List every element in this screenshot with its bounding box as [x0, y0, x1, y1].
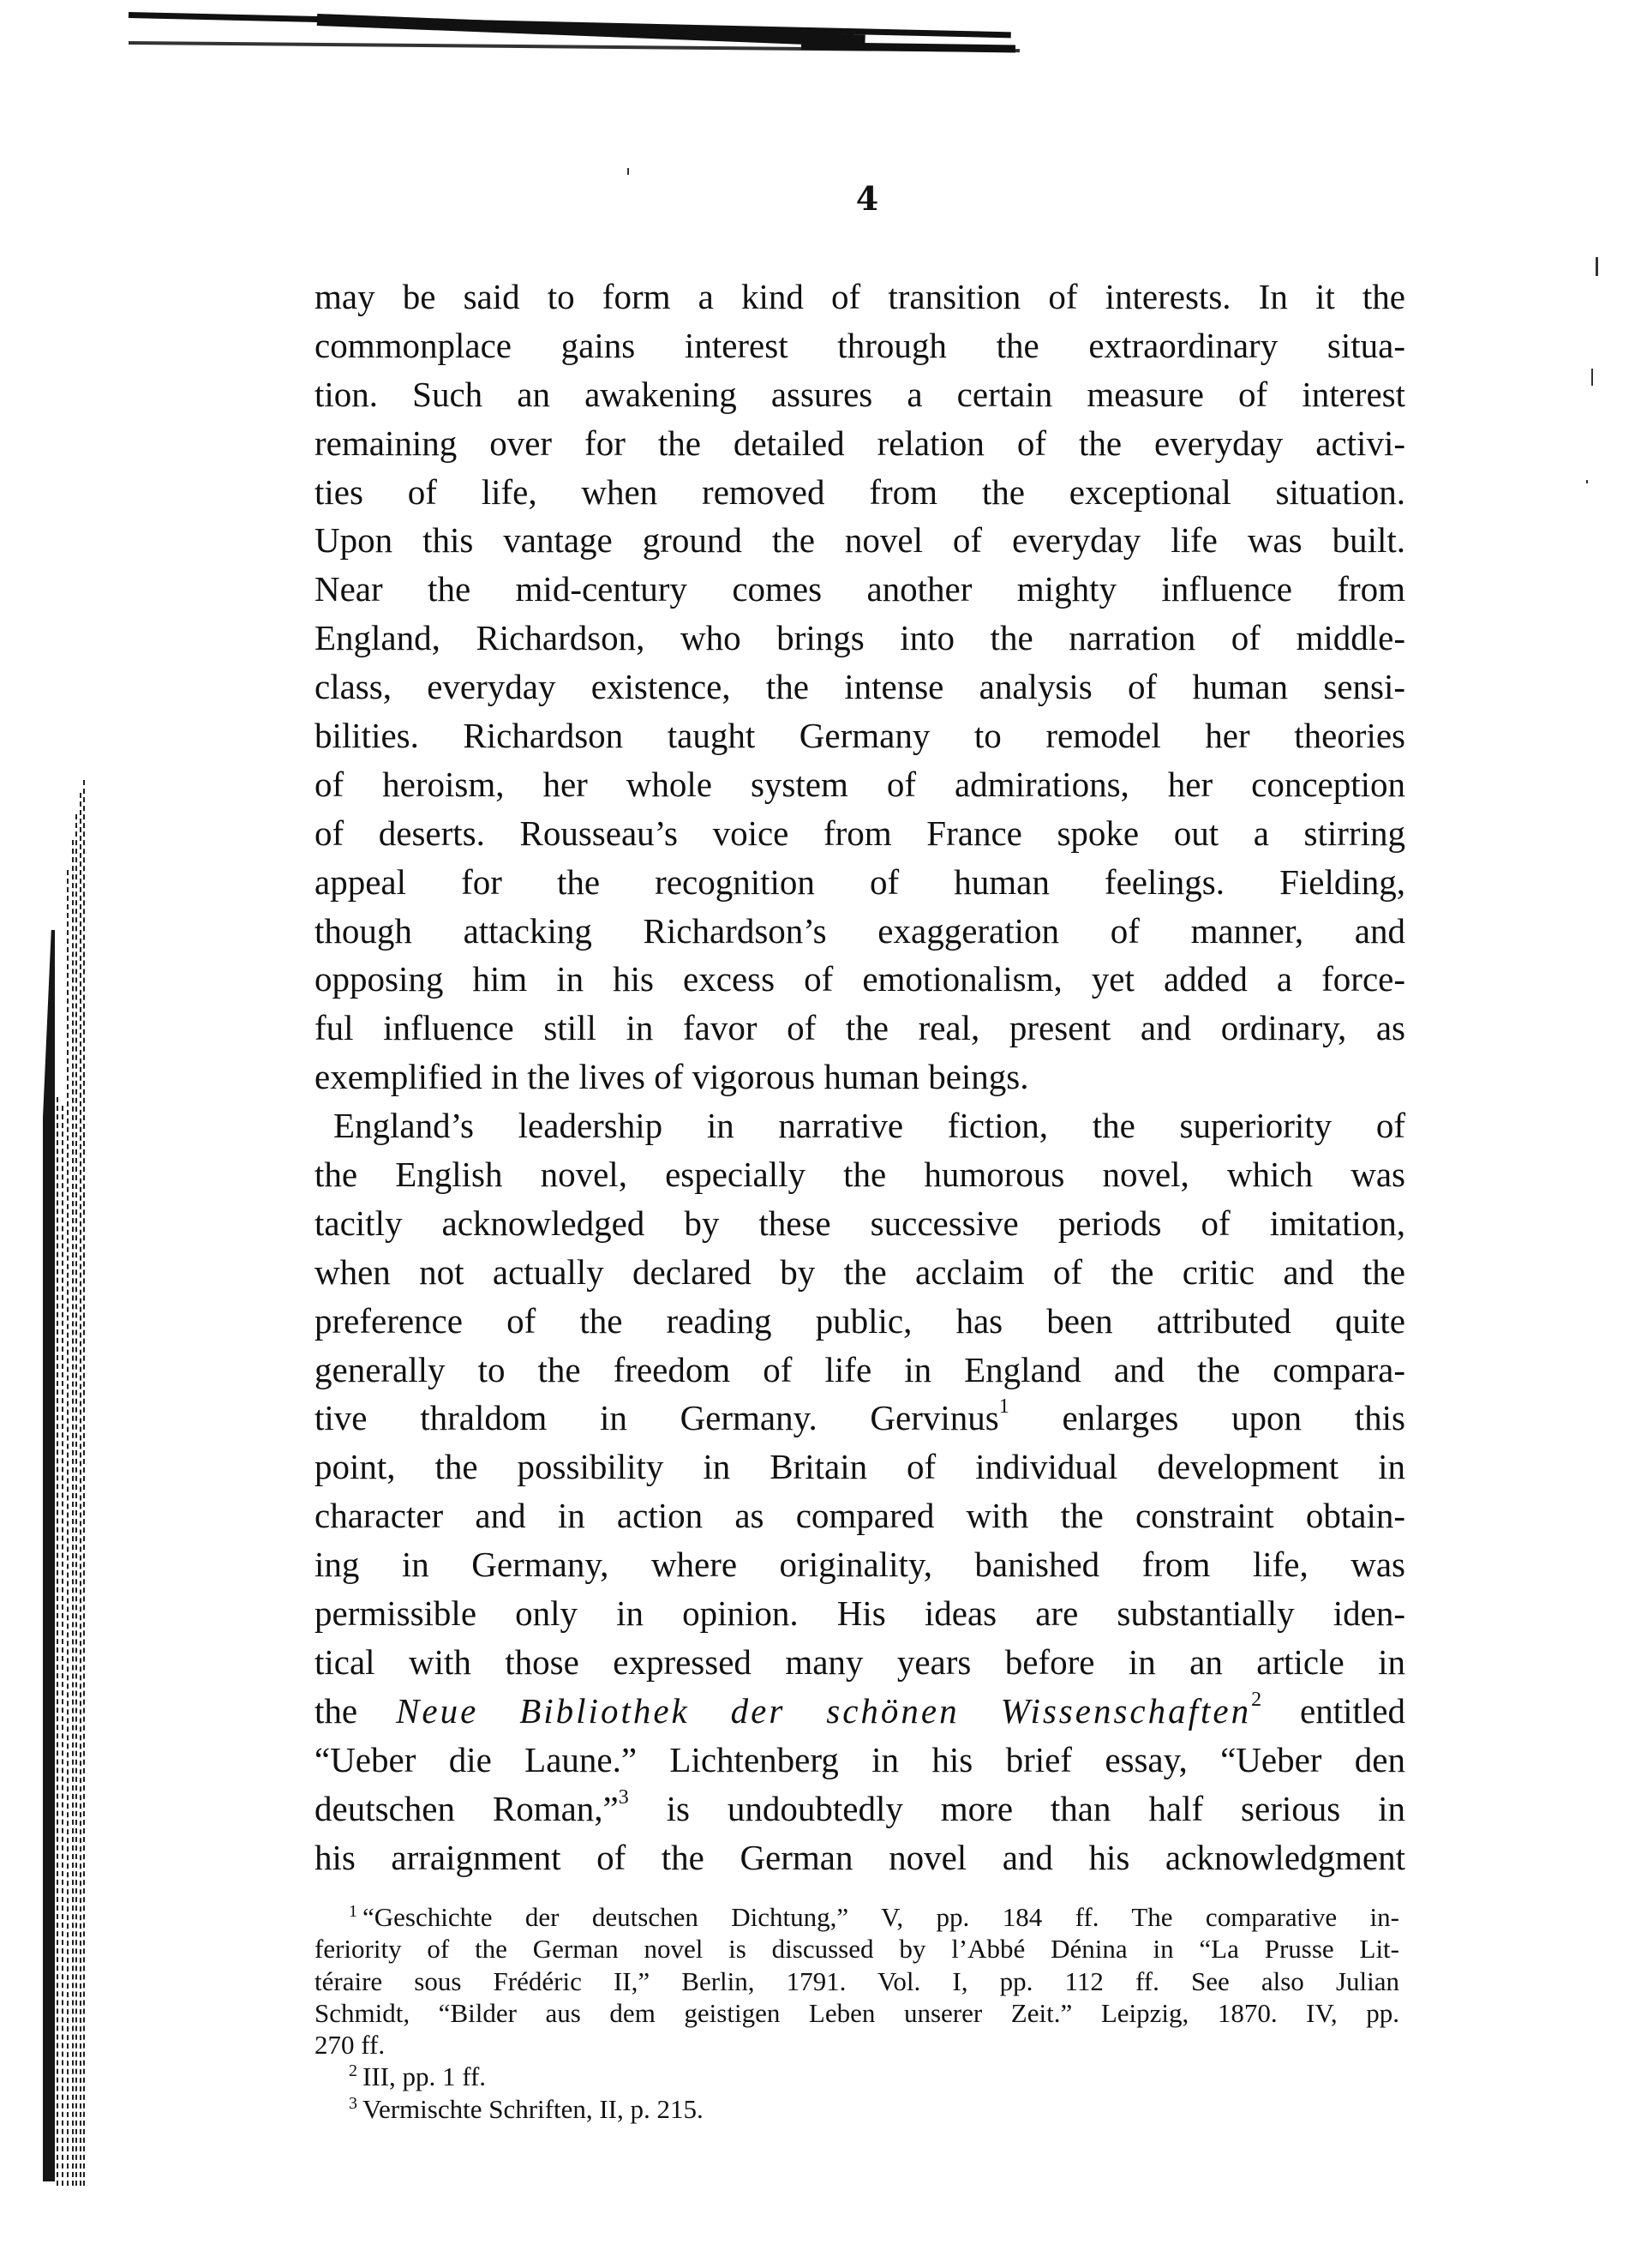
footnote-line — [314, 2061, 1399, 2092]
text-run: Upon this vantage ground the novel of everyday life was built. — [314, 520, 1405, 561]
binding-edge-dark — [43, 930, 55, 2181]
body-line — [314, 1150, 1405, 1199]
body-line — [314, 1833, 1405, 1882]
text-run: England’s leadership in narrative fiction, the superiority of — [333, 1106, 1405, 1146]
footnote-line — [314, 1901, 1399, 1933]
footnote-marker: 2 — [349, 2061, 357, 2081]
body-line — [314, 760, 1405, 809]
body-line — [314, 1394, 1405, 1443]
body-line — [314, 1443, 1405, 1491]
text-run: England, Richardson, who brings into the narration of middle- — [314, 618, 1405, 658]
body-line — [314, 663, 1405, 711]
body-line — [314, 809, 1405, 858]
footnote-line — [314, 1997, 1399, 2029]
text-run: of heroism, her whole system of admirations, her conception — [314, 764, 1405, 804]
binding-edge-line — [80, 793, 81, 2186]
body-line — [314, 321, 1405, 370]
text-run: tacitly acknowledged by these successive periods of imitation, — [314, 1203, 1405, 1243]
binding-edge-line — [75, 814, 77, 2186]
text-run: permissible only in opinion. His ideas are substantially iden- — [314, 1593, 1405, 1634]
footnote-line — [314, 1965, 1399, 1997]
text-run: entitled — [1261, 1690, 1405, 1731]
body-line — [314, 1101, 1405, 1150]
body-line — [314, 1199, 1405, 1248]
body-line — [314, 1589, 1405, 1638]
footnotes — [314, 1901, 1399, 2125]
scan-speck — [1591, 369, 1593, 386]
footnote-text: feriority of the German novel is discussed by l’Abbé Dénina in “La Prusse Lit- — [314, 1934, 1399, 1965]
body-line — [314, 1004, 1405, 1053]
body-line — [314, 1346, 1405, 1395]
footnote-line — [314, 2093, 1399, 2125]
binding-edge-line — [67, 870, 69, 2186]
footnote-text: Vermischte Schriften, II, p. 215. — [362, 2093, 704, 2124]
text-run: commonplace gains interest through the extraordinary situa- — [314, 325, 1405, 365]
body-line — [314, 419, 1405, 468]
footnote-line — [314, 1933, 1399, 1965]
binding-edge-line — [83, 780, 85, 2186]
footnote-text: “Geschichte der deutschen Dichtung,” V, pp. 184 ff. The comparative in- — [362, 1902, 1399, 1932]
text-run: deutschen Roman,” — [314, 1788, 619, 1828]
text-run: tive thraldom in Germany. Gervinus — [314, 1398, 999, 1438]
body-line — [314, 858, 1405, 907]
text-run: Near the mid-century comes another mighty influence from — [314, 569, 1405, 609]
text-run: tical with those expressed many years before in an article in — [314, 1641, 1405, 1682]
body-line — [314, 1540, 1405, 1589]
footnote-marker: 1 — [349, 1902, 357, 1921]
text-run: appeal for the recognition of human feelings. Fielding, — [314, 861, 1405, 902]
body-line — [314, 468, 1405, 517]
body-line — [314, 907, 1405, 956]
body-line — [314, 565, 1405, 614]
page-number: 4 — [855, 179, 879, 218]
body-text — [314, 273, 1405, 1881]
body-line — [314, 614, 1405, 663]
text-run: enlarges upon this — [1009, 1398, 1405, 1438]
body-line — [314, 1687, 1405, 1736]
text-run: is undoubtedly more than half serious in — [628, 1788, 1405, 1828]
text-run: opposing him in his excess of emotionalism, yet added a force- — [314, 959, 1405, 999]
text-run: when not actually declared by the acclaim of the critic and the — [314, 1251, 1405, 1292]
body-line — [314, 1491, 1405, 1540]
footnote-marker: 3 — [349, 2093, 357, 2113]
footnote-reference[interactable]: 1 — [998, 1395, 1009, 1419]
scan-speck — [627, 168, 629, 175]
text-run: may be said to form a kind of transition of interests. In it the — [314, 277, 1405, 316]
text-run: character and in action as compared with the constraint obtain- — [314, 1496, 1405, 1536]
binding-edge-line — [62, 1106, 63, 2186]
text-run: the English novel, especially the humorous novel, which was — [314, 1155, 1405, 1195]
body-line — [314, 1638, 1405, 1687]
body-line — [314, 1248, 1405, 1297]
scan-speck — [1586, 480, 1588, 483]
body-line — [314, 1297, 1405, 1346]
footnote-text: Schmidt, “Bilder aus dem geistigen Leben unserer Zeit.” Leipzig, 1870. IV, pp. — [314, 1997, 1399, 2028]
footnote-reference[interactable]: 2 — [1251, 1688, 1262, 1711]
text-run: of deserts. Rousseau’s voice from France spoke out a stirring — [314, 813, 1405, 853]
body-line — [314, 273, 1405, 321]
footnote-text: III, pp. 1 ff. — [362, 2061, 487, 2092]
scan-speck — [1596, 257, 1598, 276]
body-line — [314, 955, 1405, 1004]
text-run: bilities. Richardson taught Germany to remodel her theories — [314, 716, 1405, 756]
text-run: “Ueber die Laune.” Lichtenberg in his brief essay, “Ueber den — [314, 1739, 1405, 1779]
text-run: generally to the freedom of life in England and the compara- — [314, 1349, 1405, 1389]
text-run: though attacking Richardson’s exaggeration of manner, and — [314, 910, 1405, 951]
footnote-text: 270 ff. — [314, 2030, 386, 2061]
body-line — [314, 1736, 1405, 1785]
footnote-line — [314, 2029, 1399, 2061]
binding-edge-line — [57, 1097, 58, 2186]
text-run: preference of the reading public, has been attributed quite — [314, 1300, 1405, 1341]
text-run: ties of life, when removed from the exceptional situation. — [314, 471, 1405, 512]
text-run: remaining over for the detailed relation of the everyday activi- — [314, 423, 1405, 463]
body-line — [314, 1785, 1405, 1833]
text-run: class, everyday existence, the intense analysis of human sensi- — [314, 667, 1405, 707]
text-run: the — [314, 1690, 397, 1731]
body-line — [314, 1053, 1405, 1101]
text-run: point, the possibility in Britain of individual development in — [314, 1447, 1405, 1487]
italic-title: Neue Bibliothek der schönen Wissenschaften — [396, 1690, 1252, 1731]
body-line — [314, 370, 1405, 419]
text-run: tion. Such an awakening assures a certain measure of interest — [314, 374, 1405, 414]
body-line — [314, 711, 1405, 760]
text-run: ing in Germany, where originality, banished from life, was — [314, 1545, 1405, 1585]
text-run: ful influence still in favor of the real, present and ordinary, as — [314, 1008, 1405, 1048]
scan-streak-lower-block — [801, 42, 1015, 52]
text-run: exemplified in the lives of vigorous human beings. — [314, 1057, 1029, 1097]
body-line — [314, 516, 1405, 565]
text-run: his arraignment of the German novel and his acknowledgment — [314, 1837, 1405, 1877]
footnote-text: téraire sous Frédéric II,” Berlin, 1791. Vol. I, pp. 112 ff. See also Julian — [314, 1965, 1399, 1996]
footnote-reference[interactable]: 3 — [618, 1785, 629, 1809]
binding-edge-line — [72, 840, 74, 2186]
